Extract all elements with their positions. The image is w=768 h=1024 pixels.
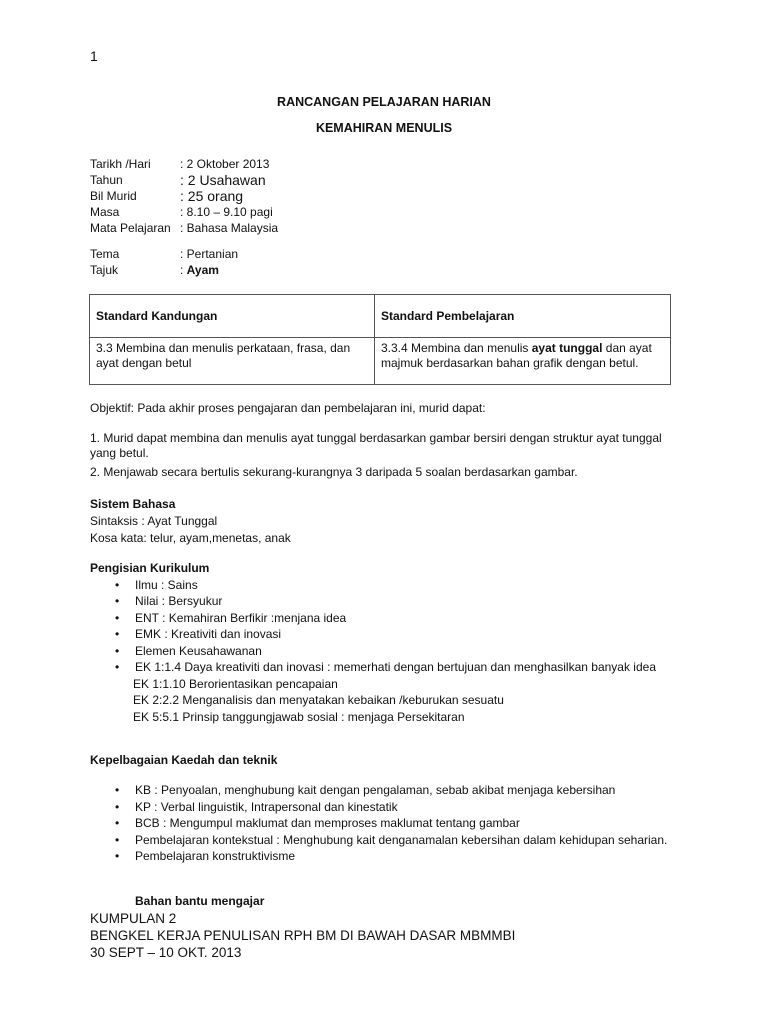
spacer [90,236,690,246]
footer-line: BENGKEL KERJA PENULISAN RPH BM DI BAWAH DASAR MBMMBI [90,928,516,943]
info-value: : 8.10 – 9.10 pagi [180,205,273,219]
list-item: • Pembelajaran kontekstual : Menghubung kait denganamalan kebersihan dalam kehidupan seharian. [90,832,680,849]
sub-item: EK 2:2.2 Menganalisis dan menyatakan kebaikan /keburukan sesuatu [133,693,504,707]
page-footer [90,910,515,961]
list-item: • Elemen Keusahawanan [90,643,680,660]
list-item: • EK 1:1.4 Daya kreativiti dan inovasi : memerhati dengan bertujuan dan menghasilkan banyak idea [90,659,680,676]
document-subtitle: KEMAHIRAN MENULIS [315,121,453,135]
document-title: RANCANGAN PELAJARAN HARIAN [277,95,491,109]
pengisian-heading: Pengisian Kurikulum [90,561,210,575]
info-row-masa [90,204,690,220]
table-header-row [90,295,671,338]
header-standard-kandungan: Standard Kandungan [90,295,375,338]
list-item: • Ilmu : Sains [90,577,680,594]
list-item: • BCB : Mengumpul maklumat dan memproses maklumat tentang gambar [90,815,680,832]
cell-text-post: dan ayat majmuk berdasarkan bahan grafik dengan betul. [381,341,652,370]
sub-item: EK 5:5.1 Prinsip tanggungjawab sosial : menjaga Persekitaran [133,709,465,724]
info-row-tajuk [90,262,690,278]
bahan-heading: Bahan bantu mengajar [135,894,265,908]
page-number: 1 [90,48,98,64]
kaedah-list [90,782,680,865]
list-item: • ENT : Kemahiran Berfikir :menjana idea [90,610,680,627]
table-row [90,338,671,385]
info-value: : 2 Usahawan [180,172,266,188]
pengisian-list [90,577,680,676]
cell-text-pre: 3.3.4 Membina dan menulis [381,341,532,355]
list-item: • KB : Penyoalan, menghubung kait dengan pengalaman, sebab akibat menjaga kebersihan [90,782,680,799]
info-value: : Bahasa Malaysia [180,221,279,235]
info-label: Tarikh /Hari [90,157,151,171]
info-row-tahun [90,172,690,188]
info-row-tema [90,246,690,262]
list-item: • EMK : Kreativiti dan inovasi [90,626,680,643]
info-value: : Pertanian [180,247,239,261]
cell-standard-kandungan: 3.3 Membina dan menulis perkataan, frasa, dan ayat dengan betul [90,338,375,385]
kosa-kata-text: Kosa kata: telur, ayam,menetas, anak [90,531,291,545]
tajuk-value: Ayam [186,263,219,277]
cell-standard-pembelajaran [375,338,671,385]
kaedah-section [90,782,680,865]
objektif-item-1: 1. Murid dapat membina dan menulis ayat tunggal berdasarkan gambar bersiri dengan struktur ayat tunggal yang betul. [90,431,662,460]
footer-line: 30 SEPT – 10 OKT. 2013 [90,945,242,960]
info-label: Tahun [90,173,123,187]
info-label: Bil Murid [90,189,137,203]
sub-item: EK 1:1.10 Berorientasikan pencapaian [133,676,338,691]
info-label: Tajuk [90,263,119,277]
info-row-bil-murid [90,188,690,204]
lesson-info [90,156,690,278]
info-row-tarikh [90,156,690,172]
pengisian-section [90,560,680,725]
list-item: • Nilai : Bersyukur [90,593,680,610]
objektif-intro: Objektif: Pada akhir proses pengajaran dan pembelajaran ini, murid dapat: [90,401,486,415]
info-label: Masa [90,205,120,219]
kaedah-heading: Kepelbagaian Kaedah dan teknik [90,753,278,767]
list-item: • KP : Verbal linguistik, Intrapersonal dan kinestatik [90,799,680,816]
sistem-bahasa-heading: Sistem Bahasa [90,497,176,511]
footer-line: KUMPULAN 2 [90,911,177,926]
sistem-bahasa-section [90,496,680,547]
info-row-mata-pelajaran [90,220,690,236]
standards-table [89,294,671,385]
info-label: Mata Pelajaran [90,221,171,235]
objektif-item-2: 2. Menjawab secara bertulis sekurang-kurangnya 3 daripada 5 soalan berdasarkan gambar. [90,465,578,479]
sintaksis-text: Sintaksis : Ayat Tunggal [90,514,218,528]
tajuk-prefix: : [180,263,187,277]
list-item: • Pembelajaran konstruktivisme [90,848,680,865]
info-label: Tema [90,247,120,261]
cell-text-bold: ayat tunggal [531,341,603,355]
info-value: : 25 orang [180,188,244,204]
header-standard-pembelajaran: Standard Pembelajaran [375,295,671,338]
info-value [180,262,690,278]
info-value: : 2 Oktober 2013 [180,157,270,171]
